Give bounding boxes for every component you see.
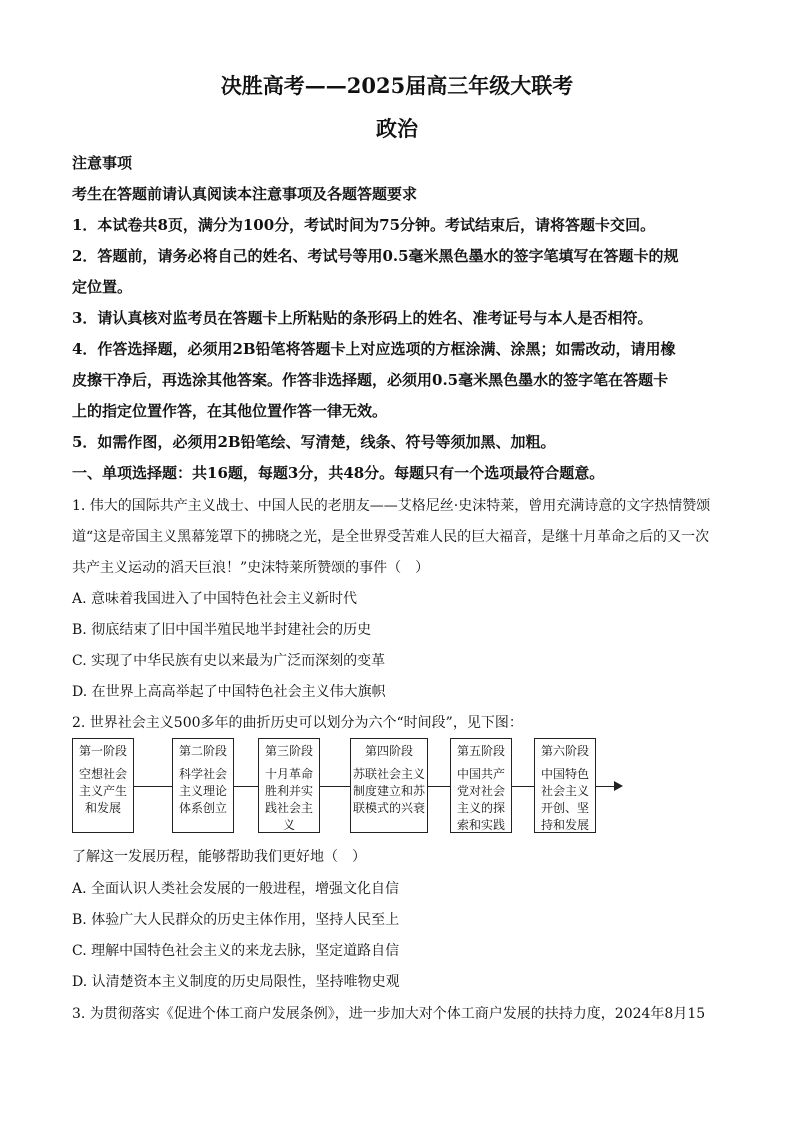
stage-body: 中国共产党对社会主义的探索和实践 bbox=[456, 767, 505, 832]
stage-heading: 第三阶段 bbox=[264, 744, 313, 758]
connector-line bbox=[234, 786, 258, 787]
stage-heading: 第一阶段 bbox=[78, 744, 127, 758]
stage-box-1 bbox=[72, 738, 134, 833]
notice-item: 1．本试卷共8页，满分为100分，考试时间为75分钟。考试结束后，请将答题卡交回。 bbox=[72, 216, 656, 234]
notice-item: 3．请认真核对监考员在答题卡上所粘贴的条形码上的姓名、准考证号与本人是否相符。 bbox=[72, 309, 653, 327]
question-2-option-d: D. 认清楚资本主义制度的历史局限性，坚持唯物史观 bbox=[72, 974, 400, 990]
exam-title: 决胜高考——2025届高三年级大联考 bbox=[220, 73, 574, 98]
stage-heading: 第二阶段 bbox=[178, 744, 227, 758]
notice-item: 5．如需作图，必须用2B铅笔绘、写清楚，线条、符号等须加黑、加粗。 bbox=[72, 433, 556, 451]
stage-flow-diagram bbox=[72, 738, 632, 838]
question-1-stem: 道“这是帝国主义黑幕笼罩下的拂晓之光，是全世界受苦难人民的巨大福音，是继十月革命之后的又一次 bbox=[72, 529, 710, 545]
question-2-option-c: C. 理解中国特色社会主义的来龙去脉，坚定道路自信 bbox=[72, 943, 400, 959]
stage-box-5 bbox=[450, 738, 512, 833]
stage-box-3 bbox=[258, 738, 320, 833]
arrow-head-icon bbox=[614, 781, 623, 791]
question-2-prompt: 了解这一发展历程，能够帮助我们更好地（ ） bbox=[72, 849, 366, 865]
stage-box-2 bbox=[172, 738, 234, 833]
connector-line bbox=[596, 786, 616, 787]
question-1-option-d: D. 在世界上高高举起了中国特色社会主义伟大旗帜 bbox=[72, 684, 386, 700]
question-2-stem: 2. 世界社会主义500多年的曲折历史可以划分为六个“时间段”，见下图： bbox=[72, 715, 523, 731]
question-1-option-a: A. 意味着我国进入了中国特色社会主义新时代 bbox=[72, 591, 358, 607]
notice-intro: 考生在答题前请认真阅读本注意事项及各题答题要求 bbox=[72, 185, 418, 203]
question-2-option-a: A. 全面认识人类社会发展的一般进程，增强文化自信 bbox=[72, 881, 400, 897]
notice-item: 2．答题前，请务必将自己的姓名、考试号等用0.5毫米黑色墨水的签字笔填写在答题卡的规 bbox=[72, 247, 679, 265]
connector-line bbox=[134, 786, 172, 787]
stage-body: 十月革命胜利并实践社会主义 bbox=[264, 767, 313, 832]
notice-heading: 注意事项 bbox=[72, 154, 133, 172]
stage-body: 科学社会主义理论体系创立 bbox=[178, 767, 227, 815]
stage-body: 中国特色社会主义开创、坚持和发展 bbox=[540, 767, 589, 832]
stage-heading: 第四阶段 bbox=[364, 744, 413, 758]
question-3-stem: 3. 为贯彻落实《促进个体工商户发展条例》，进一步加大对个体工商户发展的扶持力度，2024年8月15 bbox=[72, 1006, 706, 1022]
stage-heading: 第六阶段 bbox=[540, 744, 589, 758]
notice-item: 4．作答选择题，必须用2B铅笔将答题卡上对应选项的方框涂满、涂黑；如需改动，请用橡 bbox=[72, 340, 676, 358]
subject-title: 政治 bbox=[376, 116, 418, 141]
connector-line bbox=[428, 786, 450, 787]
stage-box-4 bbox=[350, 738, 428, 833]
question-1-stem: 共产主义运动的滔天巨浪！”史沫特莱所赞颂的事件（ ） bbox=[72, 560, 430, 576]
question-1-option-c: C. 实现了中华民族有史以来最为广泛而深刻的变革 bbox=[72, 653, 386, 669]
notice-item: 上的指定位置作答，在其他位置作答一律无效。 bbox=[72, 402, 388, 420]
section-heading: 一、单项选择题：共16题，每题3分，共48分。每题只有一个选项最符合题意。 bbox=[72, 464, 605, 482]
stage-box-6 bbox=[534, 738, 596, 833]
question-2-option-b: B. 体验广大人民群众的历史主体作用，坚持人民至上 bbox=[72, 912, 400, 928]
connector-line bbox=[320, 786, 350, 787]
stage-body: 空想社会主义产生和发展 bbox=[78, 767, 127, 815]
notice-item: 定位置。 bbox=[72, 278, 133, 296]
stage-heading: 第五阶段 bbox=[456, 744, 505, 758]
question-1-stem: 1. 伟大的国际共产主义战士、中国人民的老朋友——艾格尼丝·史沫特莱，曾用充满诗意的文字热情赞颂 bbox=[72, 498, 711, 514]
connector-line bbox=[512, 786, 534, 787]
notice-item: 皮擦干净后，再选涂其他答案。作答非选择题，必须用0.5毫米黑色墨水的签字笔在答题卡 bbox=[72, 371, 669, 389]
stage-body: 苏联社会主义制度建立和苏联模式的兴衰 bbox=[353, 767, 426, 815]
question-1-option-b: B. 彻底结束了旧中国半殖民地半封建社会的历史 bbox=[72, 622, 372, 638]
